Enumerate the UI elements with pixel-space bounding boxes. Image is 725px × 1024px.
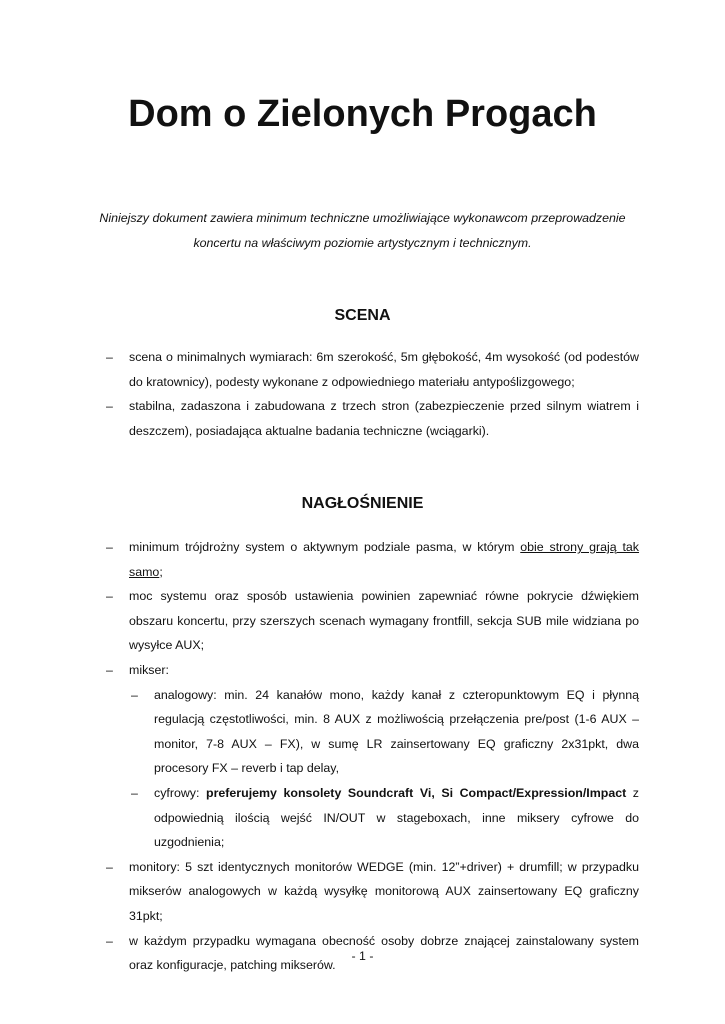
bullet-dash: – [106, 350, 113, 364]
list-item-text: stabilna, zadaszona i zabudowana z trzech stron (zabezpieczenie przed silnym wiatrem i deszczem), posiadająca aktualne badania techniczne (wciągarki). [129, 399, 639, 438]
bullet-dash: – [106, 933, 113, 948]
mixer-sublist [129, 683, 639, 855]
list-item-text: monitory: 5 szt identycznych monitorów WEDGE (min. 12”+driver) + drumfill; w przypadku mikserów analogowych w każdą wysyłkę monitorową AUX zainsertowany EQ graficzny 31pkt; [129, 859, 639, 923]
naglosnienie-list [104, 535, 639, 978]
bullet-dash: – [106, 662, 113, 677]
list-item [104, 345, 639, 394]
bullet-dash: – [106, 399, 113, 414]
sublist-item-text: analogowy: min. 24 kanałów mono, każdy kanał z czteropunktowym EQ i płynną regulacją częstotliwości, min. 8 AUX z możliwością przełączenia pre/post (1-6 AUX – monitor, 7-8 AUX – FX), w sumę LR zainsertowany EQ graficzny 2x31pkt, dwa procesory FX – reverb i tap delay, [154, 687, 639, 776]
list-item-end: ; [159, 564, 163, 579]
page-number: - 1 - [351, 949, 374, 963]
list-item [104, 658, 639, 855]
list-item [104, 855, 639, 929]
sublist-item-prefix: cyfrowy: [154, 785, 206, 800]
bullet-dash: – [131, 687, 138, 702]
section-heading-naglosnienie: NAGŁOŚNIENIE [301, 495, 424, 512]
bullet-dash: – [106, 859, 113, 874]
underlined-phrase: obie strony grają tak samo [129, 540, 640, 579]
list-item-text: w każdym przypadku wymagana obecność osoby dobrze znającej zainstalowany system oraz konfiguracje, patching mikserów. [129, 933, 639, 973]
section-heading-scena: SCENA [334, 307, 391, 324]
list-item [104, 394, 639, 443]
list-item [104, 535, 639, 584]
document-title: Dom o Zielonych Progach [128, 93, 597, 135]
bold-phrase: preferujemy konsolety Soundcraft Vi, Si Compact/Expression/Impact [206, 785, 627, 800]
list-item-text: moc systemu oraz sposób ustawienia powinien zapewniać równe pokrycie dźwiękiem obszaru koncertu, przy szerszych scenach wymagany frontfill, sekcja SUB mile widziana po wysyłce AUX; [129, 589, 639, 653]
sublist-item-text: z odpowiednią ilością wejść IN/OUT w stageboxach, inne miksery cyfrowe do uzgodnienia; [154, 785, 639, 850]
list-item-text: scena o minimalnych wymiarach: 6m szerokość, 5m głębokość, 4m wysokość (od podestów do kratownicy), podesty wykonane z odpowiedniego materiału antypoślizgowego; [129, 350, 639, 389]
list-item-text: minimum trójdrożny system o aktywnym podziale pasma, w którym [129, 540, 521, 554]
sublist-item-digital [129, 781, 639, 855]
list-item-text: mikser: [129, 662, 169, 677]
list-item [104, 584, 639, 658]
bullet-dash: – [106, 540, 113, 554]
bullet-dash: – [106, 589, 113, 604]
scena-list [104, 345, 639, 443]
sublist-item-analog [129, 683, 639, 781]
bullet-dash: – [131, 785, 138, 800]
intro-paragraph: Niniejszy dokument zawiera minimum techniczne umożliwiające wykonawcom przeprowadzenie koncertu na właściwym poziomie artystycznym i technicznym. [99, 211, 626, 250]
